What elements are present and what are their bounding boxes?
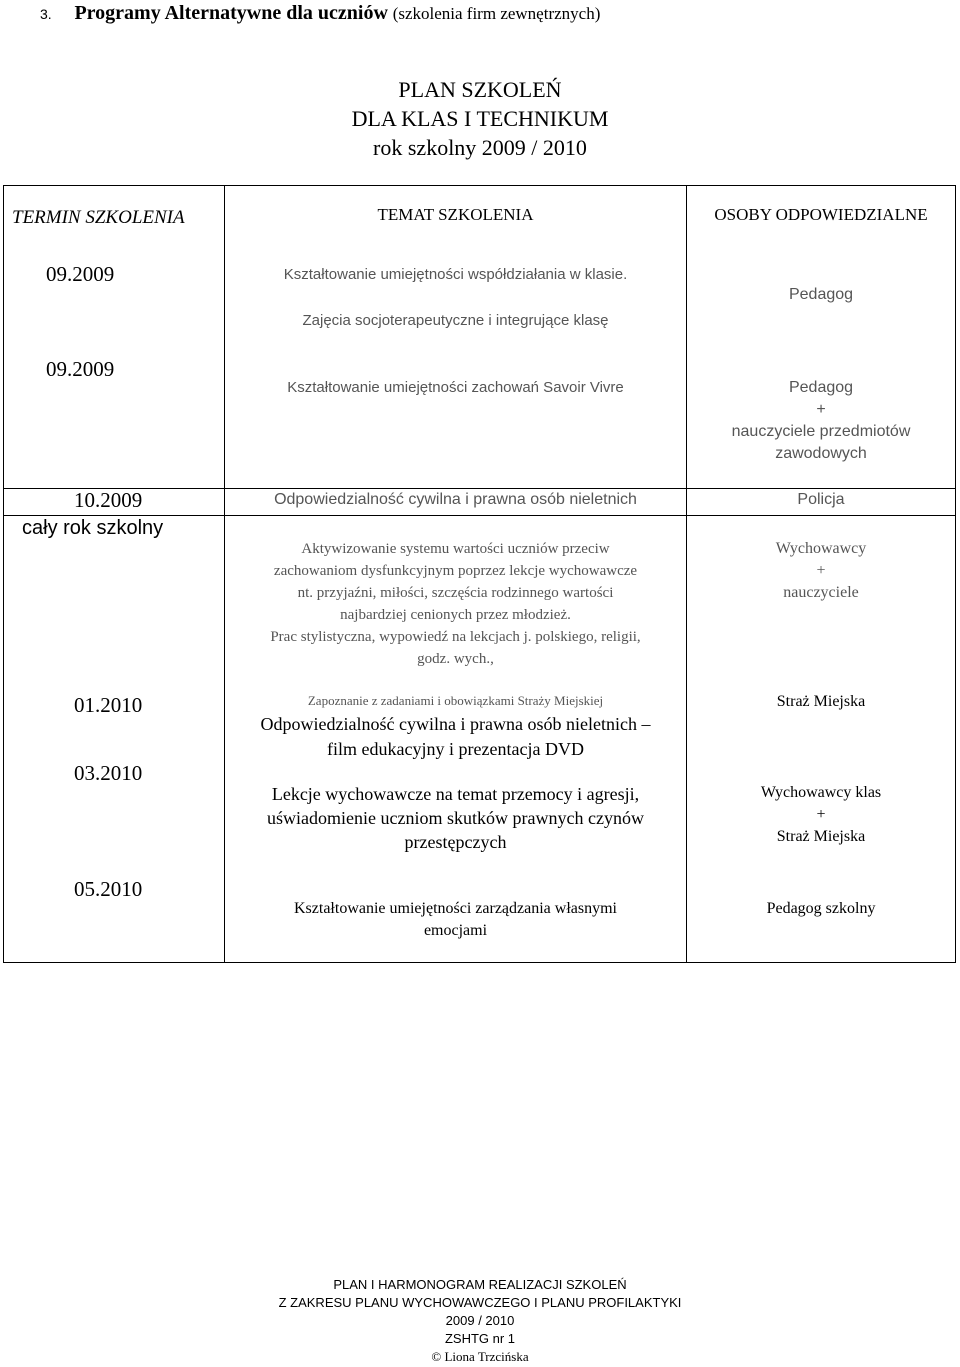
topic-cell (225, 898, 686, 942)
topic-cell (225, 489, 686, 511)
responsible-line: + (816, 806, 826, 823)
section-title: Programy Alternatywne dla uczniów (74, 2, 388, 24)
term-cell: 09.2009 (46, 357, 115, 381)
responsible-cell (687, 898, 955, 920)
topic-line: Zajęcia socjoterapeutyczne i integrujące klasę (302, 312, 609, 329)
topic-line: Odpowiedzialność cywilna i prawna osób nieletnich (274, 491, 637, 508)
term-cell: 10.2009 (74, 488, 143, 512)
footer-line: Z ZAKRESU PLANU WYCHOWAWCZEGO I PLANU PROFILAKTYKI (278, 1295, 682, 1310)
term-cell: cały rok szkolny (22, 517, 164, 539)
responsible-cell (687, 782, 955, 848)
term-cell: 09.2009 (46, 262, 115, 286)
responsible-cell (687, 691, 955, 713)
topic-cell (225, 263, 686, 333)
responsible-line: nauczyciele (783, 584, 859, 601)
plan-title (0, 75, 960, 162)
responsible-line: Pedagog szkolny (766, 900, 876, 917)
topic-line: uświadomienie uczniom skutków prawnych czynów (267, 808, 644, 828)
topic-line: Kształtowanie umiejętności zachowań Savoir Vivre (287, 379, 624, 396)
topic-line: Lekcje wychowawcze na temat przemocy i agresji, (271, 784, 640, 804)
topic-cell (225, 377, 686, 399)
topic-line: Kształtowanie umiejętności zarządzania własnymi (294, 900, 617, 917)
responsible-cell (687, 284, 955, 306)
responsible-line: + (816, 562, 826, 579)
page-footer (0, 1276, 960, 1366)
responsible-line: Pedagog (788, 286, 854, 303)
topic-line: zachowaniom dysfunkcyjnym poprzez lekcje wychowawcze (273, 563, 638, 579)
plan-title-line: PLAN SZKOLEŃ (398, 77, 562, 102)
responsible-line: Straż Miejska (776, 693, 866, 710)
topic-cell (225, 690, 686, 762)
responsible-line: nauczyciele przedmiotów (731, 423, 911, 440)
topic-line: godz. wych., (417, 651, 494, 667)
topic-line: Prac stylistyczna, wypowiedź na lekcjach j. polskiego, religii, (270, 629, 641, 645)
topic-line: Kształtowanie umiejętności współdziałania w klasie. (283, 266, 628, 283)
responsible-line: Pedagog (788, 379, 854, 396)
header-term: TERMIN SZKOLENIA (12, 207, 185, 228)
section-number: 3. (40, 6, 52, 22)
section-subtitle: (szkolenia firm zewnętrznych) (392, 4, 601, 23)
footer-line: ZSHTG nr 1 (444, 1331, 516, 1346)
section-heading (40, 2, 600, 25)
topic-line: przestępczych (404, 832, 507, 852)
term-cell: 05.2010 (74, 877, 143, 901)
term-cell: 03.2010 (74, 761, 143, 785)
responsible-line: Policja (797, 491, 845, 508)
footer-line: 2009 / 2010 (445, 1313, 515, 1328)
topic-line: Aktywizowanie systemu wartości uczniów przeciw (301, 541, 610, 557)
term-cell: 01.2010 (74, 693, 143, 717)
header-topic: TEMAT SZKOLENIA (377, 205, 534, 224)
topic-cell (225, 538, 686, 670)
row-divider (3, 515, 956, 516)
footer-line: PLAN I HARMONOGRAM REALIZACJI SZKOLEŃ (333, 1277, 627, 1292)
responsible-line: Straż Miejska (776, 828, 866, 845)
topic-line: najbardziej cenionych przez młodzież. (340, 607, 571, 623)
topic-line: nt. przyjaźni, miłości, szczęścia rodzinnego wartości (297, 585, 614, 601)
responsible-line: + (816, 401, 826, 418)
topic-line: Zapoznanie z zadaniami i obowiązkami Straży Miejskiej (307, 693, 604, 708)
responsible-line: Wychowawcy (775, 540, 867, 557)
plan-title-line: DLA KLAS I TECHNIKUM (351, 106, 609, 131)
responsible-line: Wychowawcy klas (760, 784, 882, 801)
topic-line: Odpowiedzialność cywilna i prawna osób nieletnich – (260, 714, 651, 734)
plan-title-line: rok szkolny 2009 / 2010 (373, 135, 587, 160)
responsible-cell (687, 538, 955, 604)
topic-line: film edukacyjny i prezentacja DVD (327, 739, 584, 759)
footer-line: © Liona Trzcińska (431, 1349, 529, 1364)
topic-cell (225, 782, 686, 854)
responsible-line: zawodowych (775, 445, 867, 462)
header-responsible: OSOBY ODPOWIEDZIALNE (714, 205, 928, 224)
responsible-cell (687, 489, 955, 511)
responsible-cell (687, 377, 955, 465)
topic-line: emocjami (423, 922, 488, 939)
